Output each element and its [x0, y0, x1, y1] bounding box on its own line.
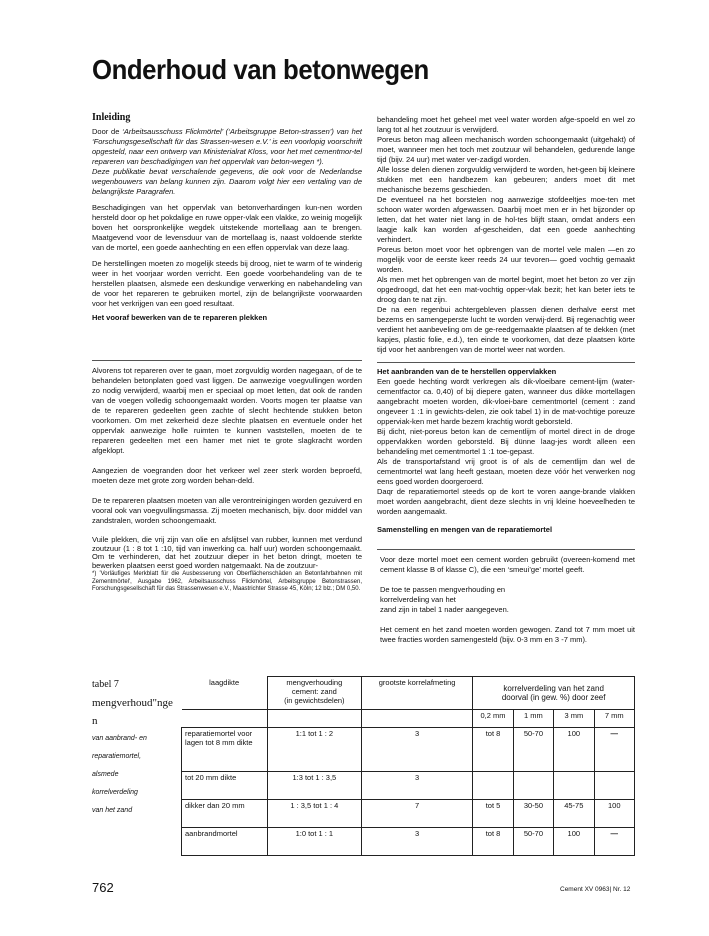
- cell-korrel: 7: [361, 800, 472, 828]
- paragraph: Poreus beton moet voor het opbrengen van de mortel vele malen —en zo mogelijk voor de eerste keer reeds 24 uur tevoren— goed vochtig gemaakt worden.: [377, 245, 635, 274]
- table-cell: [182, 710, 268, 728]
- paragraph: [380, 585, 635, 615]
- paragraph: Bij dicht, niet-poreus beton kan de cementlijm of mortel direct in de droge oppervlakken worden geborsteld. Bij dünne laag-jes wordt alleen een behandeling met cementmortel 1 :1 toe-gepast.: [377, 427, 635, 456]
- header-mengverhouding-line: cement: zand: [291, 687, 337, 696]
- paragraph: Als de transportafstand vrij groot is of als de cementlijm dan wel de cementmortel wat lang heeft gestaan, moeten deze vóór het verwerken nog eens goed worden doorgeroerd.: [377, 457, 635, 486]
- right-column-bottom: [380, 555, 635, 645]
- sieve-cell: 7 mm: [594, 710, 634, 728]
- intro-italic-text-2: Deze publikatie bevat verschalende gegevens, die ook voor de Nederlandse wegenbouwers van belang kunnen zijn. Daarom volgt hier een vertaling van de belangrijkste Paragrafen.: [92, 167, 362, 196]
- header-mengverhouding: mengverhouding: [286, 678, 343, 687]
- paragraph-line: korrelverdeling van het: [380, 595, 456, 604]
- paragraph: Een goede hechting wordt verkregen als dik-vloeibare cement-lijm (water-cementfactor ca. 0,40) of bij diepere gaten, wanneer dus dikke mortellagen aangebracht moeten worden, dik-vloei-bare cementmortel (cement : zand ongeveer 1 :1 in gewichts-delen, zie ook tabel 1) in de mat-vochtige poreuze opperviak-ken met harde bezem krachtig wordt geborsteld.: [377, 377, 635, 426]
- table-number: tabel 7: [92, 679, 119, 690]
- cell-korrel: 3: [361, 772, 472, 800]
- subheading-samenstelling: Samenstelling en mengen van de reparatiemortel: [377, 525, 553, 534]
- table-caption-line: reparatiemortel,: [92, 753, 142, 760]
- footnote: *) 'Vorläufiges Merkblatt für die Ausbesserung von Oberflächenschäden an Betonfahrbahnen mit Zementmörtel', Ausgabe 1962, Arbeitsausschuss Flickmörtel, Arbeitsgruppe Betonstrassen, Forschungsgesellschaft für das Strassenwesen e.V., Maastrichter Strasse 45, Köln; 12 blz.; DM 0,50.: [92, 571, 362, 592]
- cell-value: —: [594, 728, 634, 772]
- cell-laagdikte: aanbrandmortel: [182, 828, 268, 856]
- cell-korrel: 3: [361, 728, 472, 772]
- right-column-lower: [377, 367, 635, 545]
- divider: [92, 360, 362, 361]
- left-column-lower: [92, 366, 362, 600]
- paragraph: Vuile plekken, die vrij zijn van olie en afslijtsel van rubber, kunnen met verdund zoutzuur (1 : 8 tot 1 :10, tijd van inwerking ca. half uur) worden schoongemaakt. Om te verhinderen, dat het zoutzuur dieper in het beton dringt, moeten te bewerken plaatsen eerst goed worden natgemaakt. Na de zoutzuur-: [92, 535, 362, 570]
- paragraph: Daqr de reparatiemortel steeds op de kort te voren aange-brande vlakken moet worden aangebracht, dient deze slechts in vrij kleine hoeveelheden te worden aangemaakt.: [377, 487, 635, 516]
- paragraph: De te repareren plaatsen moeten van alle verontreinigingen worden gezuiverd en vooral ook van voegvullingsmassa. Zij moeten mechanisch, bijv. door middel van zandstralen, worden schoongemaakt.: [92, 496, 362, 525]
- header-cell: [361, 677, 472, 710]
- table-caption-line: van het zand: [92, 807, 133, 814]
- intro-text: Door de: [92, 127, 120, 136]
- table-title: n: [92, 715, 98, 727]
- header-laagdikte: laagdikte: [209, 677, 240, 687]
- cell-value: [594, 772, 634, 800]
- table-header-row: [182, 677, 635, 710]
- divider: [377, 549, 635, 550]
- cell-laagdikte: tot 20 mm dikte: [182, 772, 268, 800]
- section-heading-inleiding: Inleiding: [92, 112, 131, 123]
- header-korrelverdeling: korrelverdeling van het zand: [503, 684, 604, 693]
- paragraph-line: De toe te passen mengverhouding en: [380, 585, 506, 594]
- paragraph-line: zand zijn in tabel 1 nader aangegeven.: [380, 605, 509, 614]
- paragraph: Alle losse delen dienen zorgvuldig verwijderd te worden, het-geen bij kleinere stukken met een handbezem kan gebeuren; anders moet dit met mechanische bezems geschieden.: [377, 165, 635, 194]
- table-side-label: [92, 676, 182, 820]
- cell-meng: 1:1 tot 1 : 2: [267, 728, 361, 772]
- paragraph: Het cement en het zand moeten worden gewogen. Zand tot 7 mm moet uit twee fracties worden samengesteld (bijv. 0-3 mm en 3 -7 mm).: [380, 625, 635, 644]
- paragraph: Alvorens tot repareren over te gaan, moet zorgvuldig worden nagegaan, of de te behandelen betonplaten goed vast liggen. De aanwezige voegvullingen worden zo nodig verwijderd, waarbij men er speciaal op moet letten, dat ook de randen van de voegen volledig schoongemaakt worden. Voorts mogen ter plaatse van de te repareren gedeelten geen zachte of slecht hechtende stukken beton voorkomen. Om met zekerheid deze slechte plaatsen en eventuele onder het oppervlak aanwezige holle ruimten te kunnen vaststellen, moeten de te repareren gedeelten met een hamer met niet te grote slagkracht worden afgeklopt.: [92, 366, 362, 455]
- cell-value: 30-50: [513, 800, 553, 828]
- sieve-cell: 1 mm: [513, 710, 553, 728]
- paragraph: Aangezien de voegranden door het verkeer wel zeer sterk worden beproefd, moeten deze met grote zorg worden behan-deld.: [92, 466, 362, 485]
- journal-reference: Cement XV 0963| Nr. 12: [560, 886, 631, 893]
- cell-value: 45-75: [554, 800, 594, 828]
- table-caption-line: van aanbrand- en: [92, 735, 147, 742]
- cell-value: 100: [554, 828, 594, 856]
- cell-value: tot 5: [473, 800, 513, 828]
- paragraph: Als men met het opbrengen van de mortel begint, moet het beton zo ver zijn opgedroogd, dat het een mat-vochtig opper-vlak bezit; het kan beter iets te droog dan te nat zijn.: [377, 275, 635, 304]
- right-column: [377, 115, 635, 361]
- page-number: 762: [92, 880, 114, 895]
- cell-meng: 1 : 3,5 tot 1 : 4: [267, 800, 361, 828]
- subheading-aanbranden: Het aanbranden van de te herstellen oppervlakken: [377, 367, 557, 376]
- sieve-cell: 3 mm: [554, 710, 594, 728]
- paragraph: Poreus beton mag alleen mechanisch worden schoongemaakt (uitgehakt) of moet, wanneer men het toch met zoutzuur wil behandelen, gedurende lange tijd (bijv. 24 uur) met water ver-zadigd worden.: [377, 135, 635, 164]
- page-title: Onderhoud van betonwegen: [92, 54, 429, 85]
- paragraph: behandeling moet het geheel met veel water worden afge-spoeld en wel zo lang tot al het zoutzuur is verwijderd.: [377, 115, 635, 134]
- header-cell: [267, 677, 361, 710]
- paragraph: De eventueel na het borstelen nog aanwezige stofdeeltjes moe-ten met schoon water worden afgewassen. Daarbij moet men er in het bijzonder op letten, dat het water niet lang in de hol-tes blijft staan, omdat anders een laagje kalk kan worden af-gescheiden, dat een goede aanhechting verhindert.: [377, 195, 635, 244]
- table-row: [182, 772, 635, 800]
- sieve-cell: 0,2 mm: [473, 710, 513, 728]
- mix-ratio-table: [181, 676, 635, 856]
- cell-value: [473, 772, 513, 800]
- table-row: [182, 728, 635, 772]
- cell-laagdikte: dikker dan 20 mm: [182, 800, 268, 828]
- paragraph: De herstellingen moeten zo mogelijk steeds bij droog, niet te warm of te winderig weer in het voorjaar worden verricht. Een goede voorbehandeling van de te herstellen plaatsen, alsmede een deskundige verwerking en nabehandeling van de voor het repareren te gebruiken mortel, zijn de belangrijkste voorwaarden voor het verkrijgen van een goed resultaat.: [92, 259, 362, 308]
- divider: [377, 362, 635, 363]
- header-korrelverdeling-line: doorval (in gew. %) door zeef: [501, 693, 606, 702]
- subheading-vooraf-bewerken: Het vooraf bewerken van de te repareren plekken: [92, 313, 268, 322]
- table-sieve-row: [182, 710, 635, 728]
- paragraph: De na een regenbui achtergebleven plassen dienen derhalve eerst met bezems en samengeperste lucht te worden verwij-derd. Bij regenachtig weer verdient het aanbeveling om de ge-reedgemaakte plaatsen af te dekken (met kapjes, plastic folie, e.d.), ten einde te voorkomen, dat deze plaatsen körte tijd voor het aanbrengen van de mortel weer nat worden.: [377, 305, 635, 354]
- cell-value: 50-70: [513, 828, 553, 856]
- header-mengverhouding-line: (in gewichtsdelen): [284, 696, 345, 705]
- intro-paragraph: [92, 127, 362, 197]
- intro-italic-text: ‘Arbeitsausschuss Flickmörtel’ (‘Arbeitsgruppe Beton-strassen’) van het ‘Forschungsgesellschaft für das Strassen-wesen e.V.’ is een voorlopig voorschrift opgesteld, naar een ontwerp van Ministerialrat Kloss, voor het met cementmor-tel repareren van beschadigingen van het oppervlak van beton-wegen *).: [92, 127, 362, 166]
- cell-value: [513, 772, 553, 800]
- cell-value: tot 8: [473, 728, 513, 772]
- cell-laagdikte: reparatiemortel voor lagen tot 8 mm dikte: [182, 728, 268, 772]
- cell-value: 100: [554, 728, 594, 772]
- table-cell: [361, 710, 472, 728]
- cell-value: [554, 772, 594, 800]
- table-row: [182, 828, 635, 856]
- header-cell: [473, 677, 635, 710]
- table-cell: [267, 710, 361, 728]
- paragraph: Beschadigingen van het oppervlak van betonverhardingen kun-nen worden hersteld door op het pokdalige en ruwe opper-vlak een vlakke, zo weinig mogelijk boven het oorspronkelijke wegdek uitstekende mortellaag aan te brengen. Maatgevend voor de levensduur van de mortellaag is, naast voldoende sterkte van de mortel, een goede aanhechting en een effen oppervlak van deze laag.: [92, 203, 362, 252]
- table-row: [182, 800, 635, 828]
- table-caption-line: alsmede: [92, 771, 119, 778]
- table-caption-line: korrelverdeling: [92, 789, 138, 796]
- cell-korrel: 3: [361, 828, 472, 856]
- cell-value: 100: [594, 800, 634, 828]
- table-title: mengverhoud"nge: [92, 697, 173, 709]
- header-korrel: grootste korrelafmeting: [378, 678, 456, 687]
- cell-value: 50-70: [513, 728, 553, 772]
- cell-meng: 1:3 tot 1 : 3,5: [267, 772, 361, 800]
- cell-value: tot 8: [473, 828, 513, 856]
- cell-value: —: [594, 828, 634, 856]
- paragraph: Voor deze mortel moet een cement worden gebruikt (overeen-komend met cement klasse B of klasse C), die een ‘smeui’ge’ mortel geeft.: [380, 555, 635, 574]
- header-cell: [182, 677, 268, 710]
- left-column: [92, 113, 362, 335]
- cell-meng: 1:0 tot 1 : 1: [267, 828, 361, 856]
